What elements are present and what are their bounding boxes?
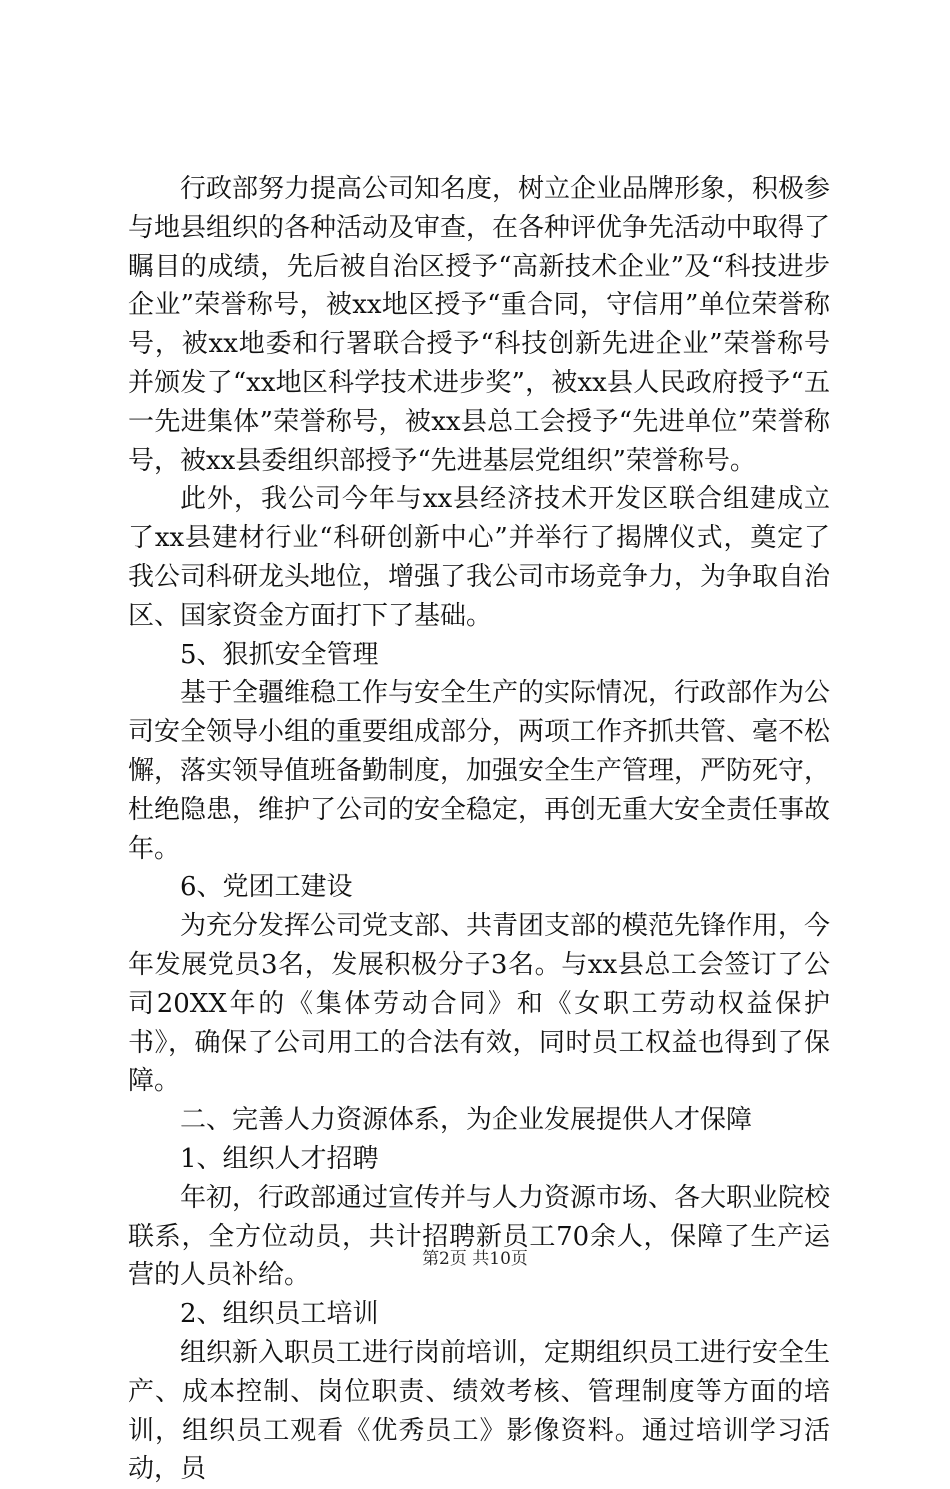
paragraph-research-center: 此外，我公司今年与xx县经济技术开发区联合组建成立了xx县建材行业“科研创新中心”并举行了揭牌仪式，奠定了我公司科研龙头地位，增强了我公司市场竞争力，为争取自治区、国家资金方面打下了基础。: [128, 484, 831, 631]
heading-training: 2、组织员工培训: [180, 1299, 379, 1330]
heading-party-building: 6、党团工建设: [180, 872, 353, 903]
paragraph-honors: 行政部努力提高公司知名度，树立企业品牌形象，积极参与地县组织的各种活动及审查，在各种评优争先活动中取得了瞩目的成绩，先后被自治区授予“高新技术企业”及“科技进步企业”荣誉称号，被xx地区授予“重合同，守信用”单位荣誉称号，被xx地委和行署联合授予“科技创新先进企业”荣誉称号并颁发了“xx地区科学技术进步奖”，被xx县人民政府授予“五一先进集体”荣誉称号，被xx县总工会授予“先进单位”荣誉称号，被xx县委组织部授予“先进基层党组织”荣誉称号。: [128, 174, 831, 476]
document-body: [128, 170, 830, 1489]
paragraph-safety: 基于全疆维稳工作与安全生产的实际情况，行政部作为公司安全领导小组的重要组成部分，两项工作齐抓共管、毫不松懈，落实领导值班备勤制度，加强安全生产管理，严防死守，杜绝隐患，维护了公司的安全稳定，再创无重大安全责任事故年。: [128, 678, 831, 864]
paragraph-party-building: 为充分发挥公司党支部、共青团支部的模范先锋作用，今年发展党员3名，发展积极分子3名。与xx县总工会签订了公司20XX年的《集体劳动合同》和《女职工劳动权益保护书》，确保了公司用工的合法有效，同时员工权益也得到了保障。: [128, 911, 831, 1097]
heading-safety-management: 5、狠抓安全管理: [180, 639, 379, 670]
heading-recruitment: 1、组织人才招聘: [180, 1143, 379, 1174]
page-number-footer: 第2页 共10页: [422, 1249, 528, 1269]
heading-hr-system: 二、完善人力资源体系，为企业发展提供人才保障: [180, 1105, 753, 1136]
paragraph-recruitment: 年初，行政部通过宣传并与人力资源市场、各大职业院校联系，全方位动员，共计招聘新员工70余人，保障了生产运营的人员补给。: [128, 1182, 831, 1291]
paragraph-training: 组织新入职员工进行岗前培训，定期组织员工进行安全生产、成本控制、岗位职责、绩效考核、管理制度等方面的培训，组织员工观看《优秀员工》影像资料。通过培训学习活动，员: [128, 1337, 831, 1485]
